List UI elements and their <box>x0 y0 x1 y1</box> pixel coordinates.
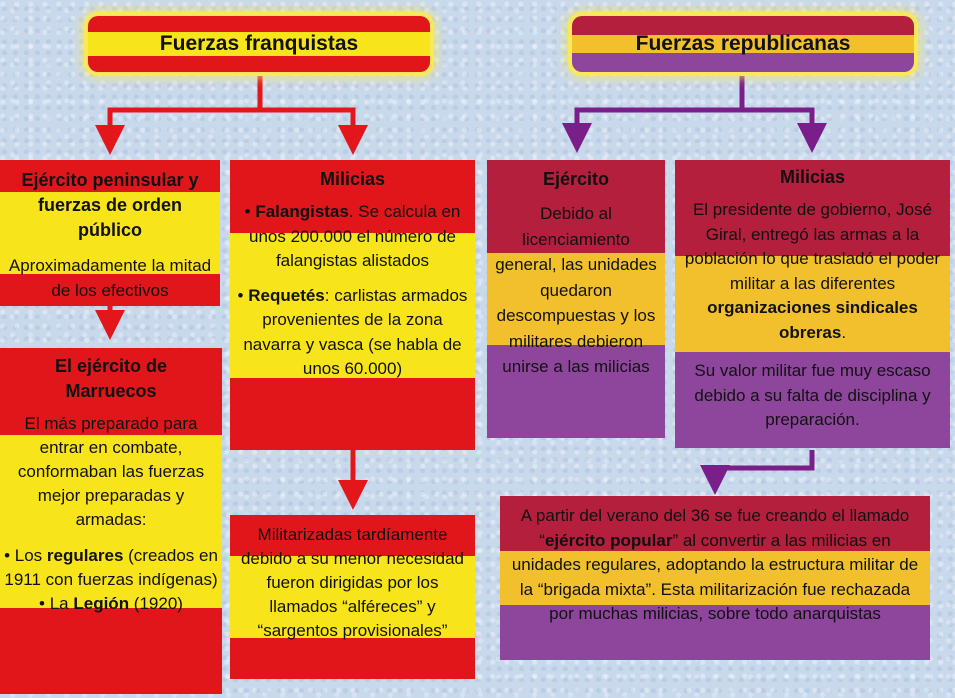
falangistas-rest: . Se calcula en unos 200.000 el número de falangistas alistados <box>249 202 461 270</box>
marruecos-heading: El ejército de Marruecos <box>54 356 168 401</box>
republicanas-ejercito-heading: Ejército <box>542 169 610 189</box>
ejercito-popular-box <box>500 496 930 660</box>
peninsular-box <box>0 160 220 306</box>
regulares-bold: regulares <box>46 546 124 565</box>
militarizadas-text: Militarizadas tardíamente debido a su menor necesidad fueron dirigidas por los llamados “alféreces” y “sargentos provisionales” <box>240 525 465 640</box>
ejercito-popular-text-b: ” al convertir a las milicias en unidades regulares, adoptando la estructura militar de la “brigada mixta”. Esta militarización fue rechazada por muchas milicias, sobre todo anarquistas <box>511 530 919 623</box>
legion-rest: (1920) <box>129 594 183 613</box>
marruecos-legion <box>4 592 218 616</box>
republicanas-milicias-text2: Su valor militar fue muy escaso debido a su falta de disciplina y preparación. <box>694 361 931 429</box>
ejercito-popular-text <box>504 504 926 627</box>
legion-bold: Legión <box>73 594 130 613</box>
republicanas-milicias-text1 <box>679 198 946 345</box>
giral-text-end: . <box>841 322 847 342</box>
giral-text: El presidente de gobierno, José Giral, entregó las armas a la población lo que trasladó el poder militar a las diferentes <box>684 200 941 293</box>
franquistas-milicias-box <box>230 160 475 450</box>
requetes-bold: Requetés <box>248 285 325 305</box>
franquistas-title: Fuerzas franquistas <box>159 32 359 55</box>
requetes-prefix: • <box>237 285 249 305</box>
peninsular-text: Aproximadamente la mitad de los efectivos <box>8 256 212 300</box>
legion-prefix: • La <box>39 594 74 613</box>
republicanas-milicias-box <box>675 160 950 448</box>
marruecos-regulares <box>4 544 218 592</box>
regulares-rest: (creados en 1911 con fuerzas indígenas) <box>4 546 218 589</box>
republicanas-title-box <box>572 16 914 72</box>
requetes-rest: : carlistas armados provenientes de la zona navarra y vasca (se habla de unos 60.000) <box>243 285 468 378</box>
falangistas-text <box>234 200 471 274</box>
ejercito-popular-bold: ejército popular <box>544 530 673 550</box>
marruecos-box <box>0 348 222 694</box>
marruecos-text: El más preparado para entrar en combate, conformaban las fuerzas mejor preparadas y armadas: <box>17 414 205 529</box>
militarizadas-box <box>230 515 475 679</box>
franquistas-title-box <box>88 16 430 72</box>
peninsular-heading: Ejército peninsular y fuerzas de orden público <box>21 170 199 240</box>
republicanas-milicias-heading: Milicias <box>779 167 846 187</box>
requetes-text <box>234 284 471 382</box>
republicanas-ejercito-text: Debido al licenciamiento general, las unidades quedaron descompuestas y los militares debieron unirse a las milicias <box>495 204 657 376</box>
falangistas-prefix: • <box>244 202 256 221</box>
sindicales-bold: organizaciones sindicales obreras <box>707 298 918 342</box>
republicanas-title: Fuerzas republicanas <box>635 32 851 55</box>
republicanas-ejercito-box <box>487 160 665 438</box>
falangistas-bold: Falangistas <box>255 202 349 221</box>
franquistas-milicias-heading: Milicias <box>319 169 386 189</box>
regulares-prefix: • Los <box>4 546 47 565</box>
ejercito-popular-text-a: A partir del verano del 36 se fue creando el llamado “ <box>520 506 910 550</box>
